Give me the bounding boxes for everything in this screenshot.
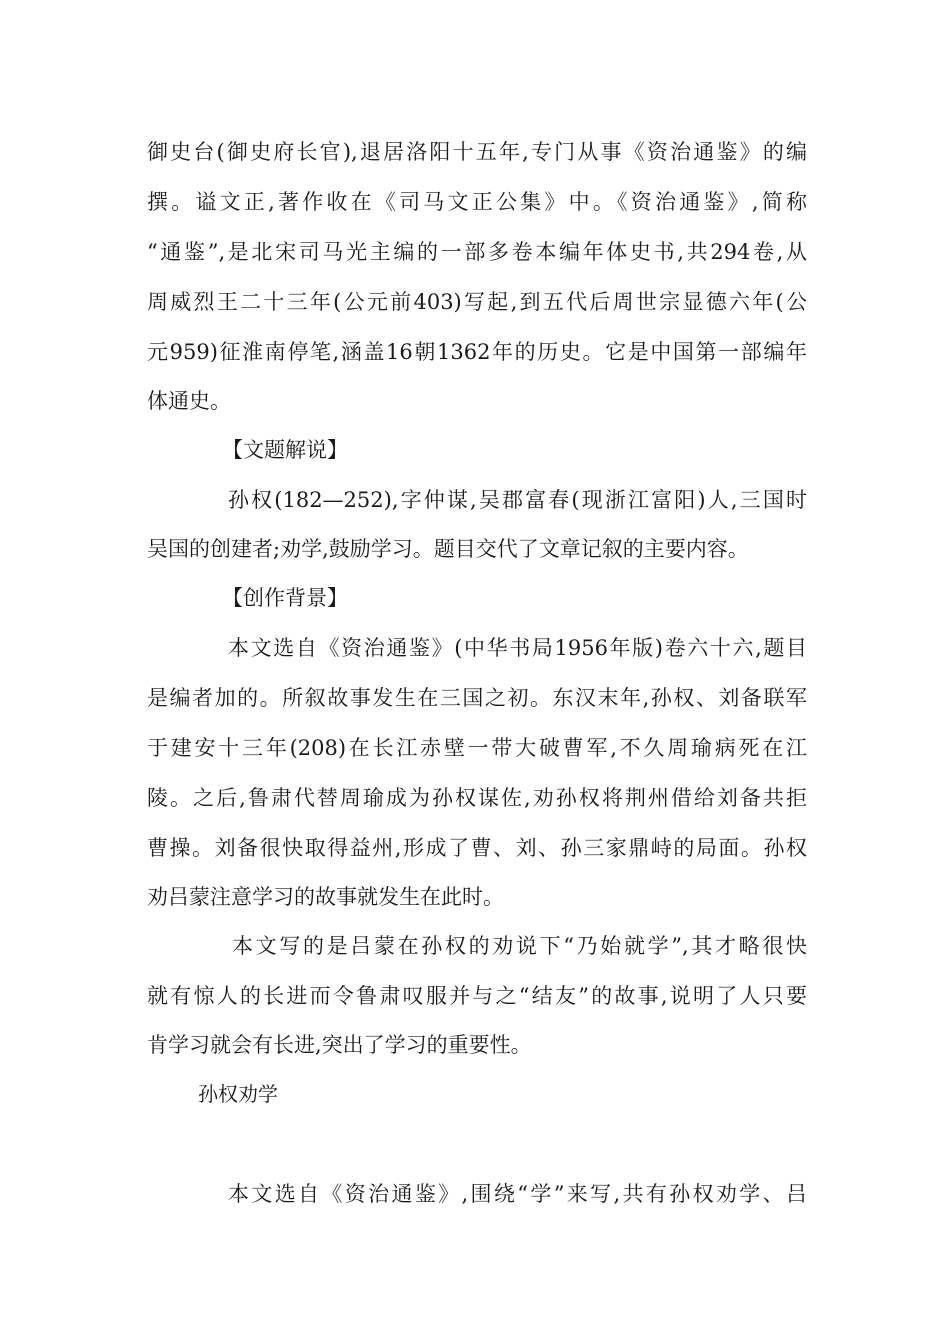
text-line: 吴国的创建者;劝学,鼓励学习。题目交代了文章记叙的主要内容。 [147, 537, 749, 561]
text-line: 就有惊人的长进而令鲁肃叹服并与之“结友”的故事,说明了人只要 [147, 984, 807, 1008]
text-line: 周威烈王二十三年(公元前403)写起,到五代后周世宗显德六年(公 [147, 290, 807, 314]
text-line: 于建安十三年(208)在长江赤壁一带大破曹军,不久周瑜病死在江 [147, 736, 807, 760]
section-title: 孙权劝学 [198, 1082, 278, 1106]
text-line: 元959)征淮南停笔,涵盖16朝1362年的历史。它是中国第一部编年 [147, 340, 807, 364]
text-line: 劝吕蒙注意学习的故事就发生在此时。 [147, 885, 504, 909]
text-line: “通鉴”,是北宋司马光主编的一部多卷本编年体史书,共294卷,从 [147, 240, 807, 264]
text-line: 体通史。 [147, 389, 231, 413]
text-line: 曹操。刘备很快取得益州,形成了曹、刘、孙三家鼎峙的局面。孙权 [147, 836, 807, 860]
text-line: 是编者加的。所叙故事发生在三国之初。东汉末年,孙权、刘备联军 [147, 686, 807, 710]
text-line: 御史台(御史府长官),退居洛阳十五年,专门从事《资治通鉴》的编 [147, 140, 807, 164]
text-line: 本文选自《资治通鉴》,围绕“学”来写,共有孙权劝学、吕 [228, 1182, 807, 1206]
text-line: 陵。之后,鲁肃代替周瑜成为孙权谋佐,劝孙权将荆州借给刘备共拒 [147, 786, 807, 810]
text-line: 本文选自《资治通鉴》(中华书局1956年版)卷六十六,题目 [228, 636, 807, 660]
section-heading: 【创作背景】 [222, 586, 348, 610]
section-heading: 【文题解说】 [222, 438, 348, 462]
text-line: 孙权(182—252),字仲谋,吴郡富春(现浙江富阳)人,三国时 [228, 488, 807, 512]
text-line: 本文写的是吕蒙在孙权的劝说下“乃始就学”,其才略很快 [232, 934, 807, 958]
text-line: 肯学习就会有长进,突出了学习的重要性。 [147, 1033, 532, 1057]
text-line: 撰。谥文正,著作收在《司马文正公集》中。《资治通鉴》,简称 [147, 190, 807, 214]
